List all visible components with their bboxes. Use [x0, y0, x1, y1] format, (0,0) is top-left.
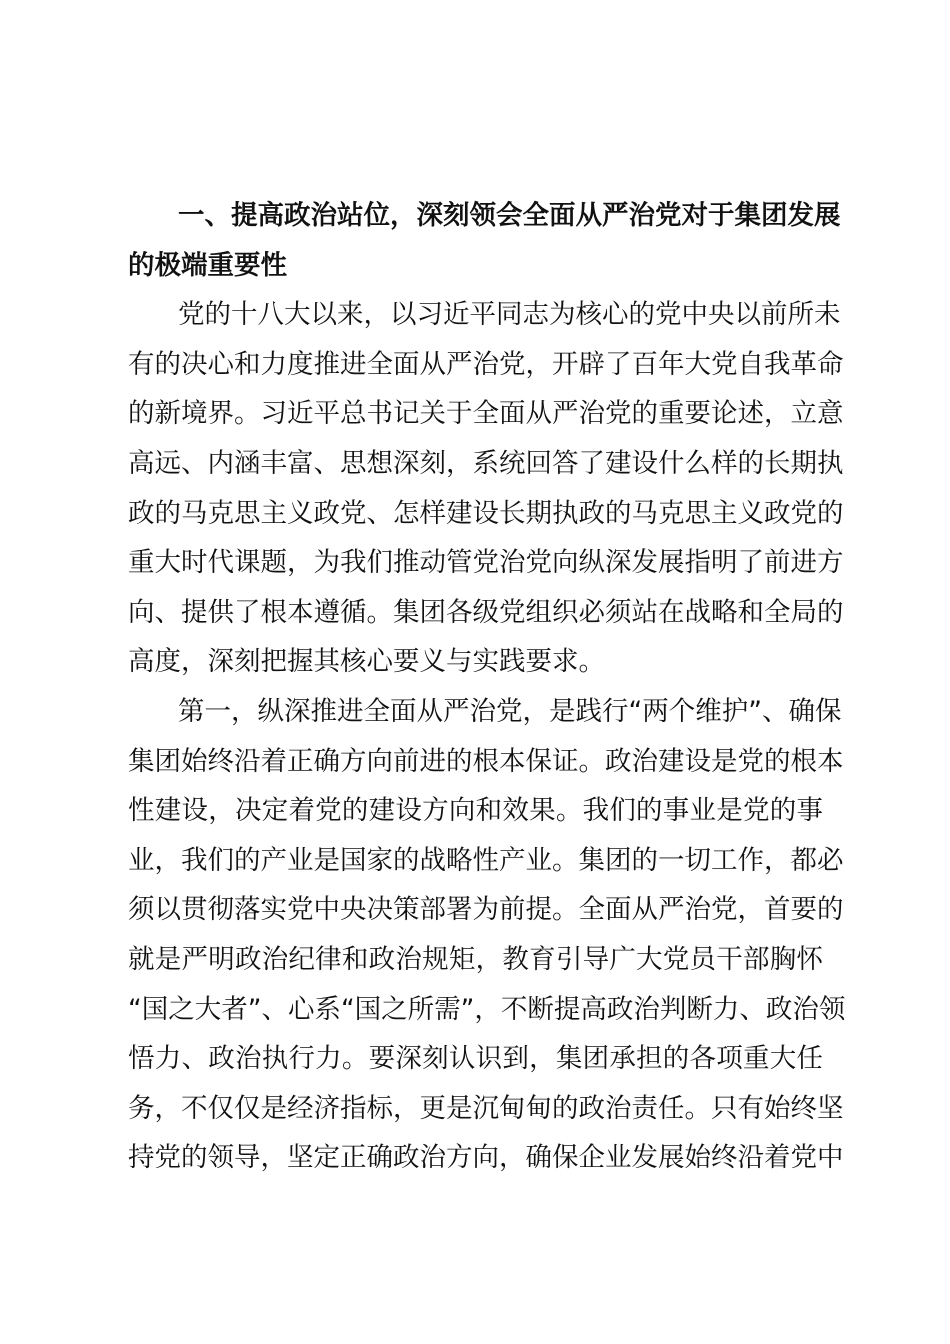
- text-line: 持党的领导，坚定正确政治方向，确保企业发展始终沿着党中: [128, 1142, 844, 1174]
- text-line: 须以贯彻落实党中央决策部署为前提。全面从严治党，首要的: [128, 894, 844, 926]
- text-line: 第一，纵深推进全面从严治党，是践行“两个维护”、确保: [178, 695, 842, 727]
- text-line: 有的决心和力度推进全面从严治党，开辟了百年大党自我革命: [128, 348, 844, 380]
- text-line: 就是严明政治纪律和政治规矩，教育引导广大党员干部胸怀: [128, 943, 823, 975]
- text-line: 高度，深刻把握其核心要义与实践要求。: [128, 646, 605, 678]
- text-line: 集团始终沿着正确方向前进的根本保证。政治建设是党的根本: [128, 745, 844, 777]
- document-page: [128, 191, 846, 1183]
- heading-line: 一、提高政治站位，深刻领会全面从严治党对于集团发展: [178, 200, 841, 231]
- text-line: 务，不仅仅是经济指标，更是沉甸甸的政治责任。只有始终坚: [128, 1092, 844, 1124]
- paragraph: [128, 290, 844, 687]
- text-line: 悟力、政治执行力。要深刻认识到，集团承担的各项重大任: [128, 1043, 823, 1075]
- text-line: 业，我们的产业是国家的战略性产业。集团的一切工作，都必: [128, 844, 844, 876]
- text-line: 重大时代课题，为我们推动管党治党向纵深发展指明了前进方: [128, 547, 844, 579]
- text-line: 性建设，决定着党的建设方向和效果。我们的事业是党的事: [128, 795, 823, 827]
- text-line: 向、提供了根本遵循。集团各级党组织必须站在战略和全局的: [128, 596, 844, 628]
- text-line: 政的马克思主义政党、怎样建设长期执政的马克思主义政党的: [128, 497, 844, 529]
- text-line: 的新境界。习近平总书记关于全面从严治党的重要论述，立意: [128, 398, 844, 430]
- section-heading: [128, 191, 841, 290]
- text-line: 党的十八大以来，以习近平同志为核心的党中央以前所未: [178, 299, 841, 331]
- text-line: 高远、内涵丰富、思想深刻，系统回答了建设什么样的长期执: [128, 447, 844, 479]
- heading-line: 的极端重要性: [128, 249, 287, 281]
- paragraph: [128, 687, 846, 1183]
- text-line: “国之大者”、心系“国之所需”，不断提高政治判断力、政治领: [128, 993, 846, 1025]
